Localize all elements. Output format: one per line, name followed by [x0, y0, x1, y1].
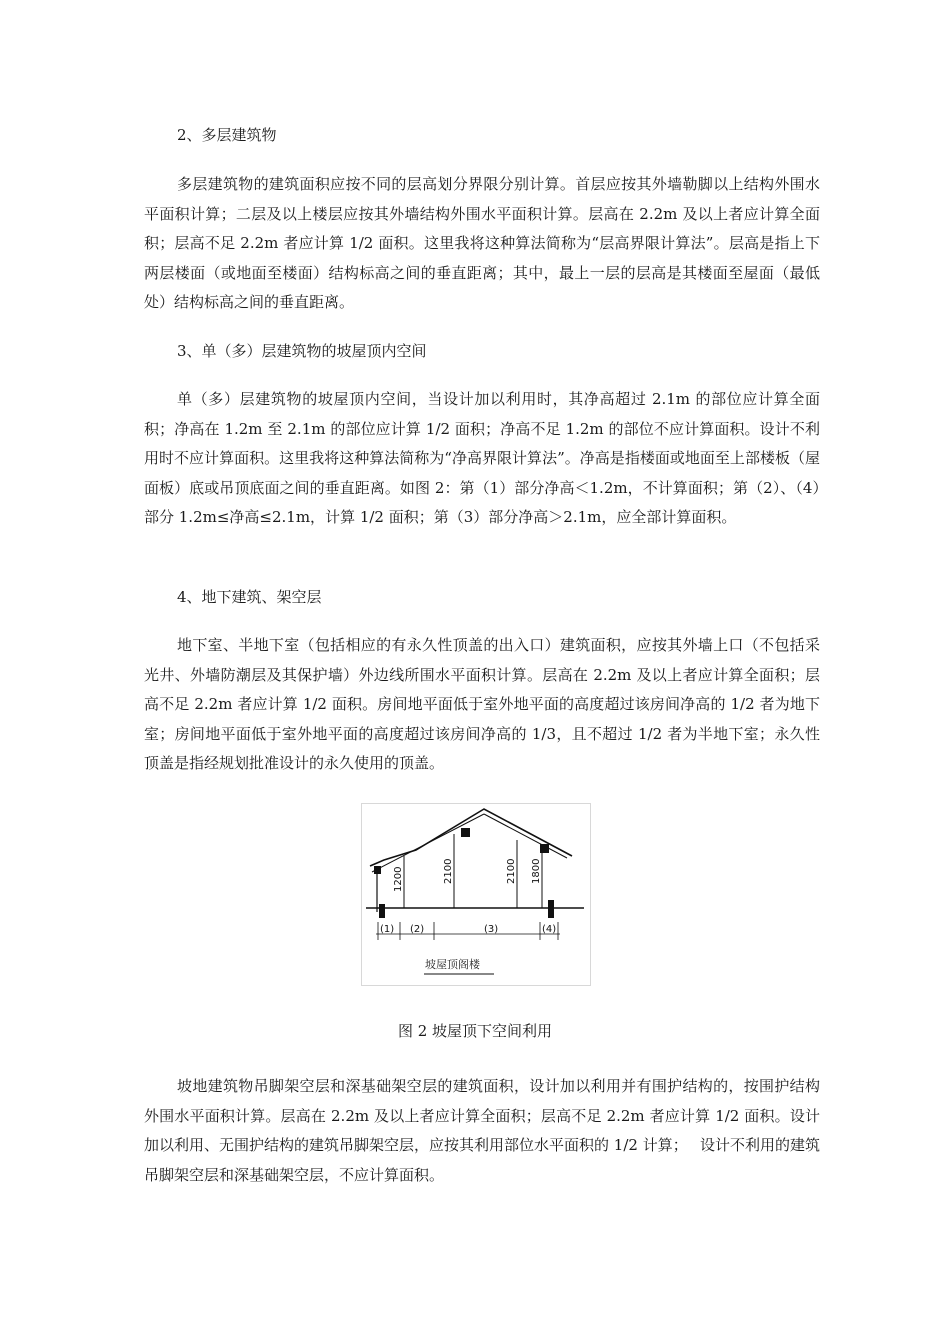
paragraph-stilt-floor: 坡地建筑物吊脚架空层和深基础架空层的建筑面积，设计加以利用并有围护结构的，按围护结构外围水平面积计算。层高在 2.2m 及以上者应计算全面积；层高不足 2.2m 者应计算 1/2 面积。设计加以利用、无围护结构的建筑吊脚架空层，应按其利用部位水平面积的 1/2 计算； 设计不利用的建筑吊脚架空层和深基础架空层，不应计算面积。: [144, 1077, 820, 1184]
section-heading-sloped-roof: 3、单（多）层建筑物的坡屋顶内空间: [177, 342, 427, 360]
figure-caption: 图 2 坡屋顶下空间利用: [397, 1022, 553, 1040]
paragraph-underground: 地下室、半地下室（包括相应的有永久性顶盖的出入口）建筑面积，应按其外墙上口（不包括采光井、外墙防潮层及其保护墙）外边线所围水平面积计算。层高在 2.2m 及以上者应计算全面积；层高不足 2.2m 者应计算 1/2 面积。房间地平面低于室外地平面的高度超过该房间净高的 1/2 者为地下室；房间地平面低于室外地平面的高度超过该房间净高的 1/3，且不超过 1/2 者为半地下室；永久性顶盖是指经规划批准设计的永久使用的顶盖。: [144, 636, 820, 772]
dimension-label: 1200: [393, 866, 404, 892]
section-heading-multistory: 2、多层建筑物: [177, 126, 277, 144]
paragraph-sloped-roof: 单（多）层建筑物的坡屋顶内空间，当设计加以利用时，其净高超过 2.1m 的部位应计算全面积；净高在 1.2m 至 2.1m 的部位应计算 1/2 面积；净高不足 1.2m 的部位不应计算面积。设计不利用时不应计算面积。这里我将这种算法简称为“净高界限计算法”。净高是指楼面或地面至上部楼板（屋面板）底或吊顶底面之间的垂直距离。如图 2：第（1）部分净高＜1.2m，不计算面积；第（2）、（4）部分 1.2m≤净高≤2.1m，计算 1/2 面积；第（3）部分净高＞2.1m，应全部计算面积。: [144, 390, 820, 526]
dimension-label: 2100: [506, 858, 517, 884]
section-heading-underground: 4、地下建筑、架空层: [177, 588, 322, 606]
zone-label: (2): [410, 924, 425, 935]
paragraph-multistory: 多层建筑物的建筑面积应按不同的层高划分界限分别计算。首层应按其外墙勒脚以上结构外围水平面积计算；二层及以上楼层应按其外墙结构外围水平面积计算。层高在 2.2m 及以上者应计算全面积；层高不足 2.2m 者应计算 1/2 面积。这里我将这种算法简称为“层高界限计算法”。层高是指上下两层楼面（或地面至楼面）结构标高之间的垂直距离；其中，最上一层的层高是其楼面至屋面（最低处）结构标高之间的垂直距离。: [144, 175, 820, 311]
sloped-roof-diagram: [361, 803, 591, 986]
diagram-inset-label: 坡屋顶阁楼: [425, 958, 480, 971]
dimension-label: 1800: [531, 858, 542, 884]
dimension-label: 2100: [443, 858, 454, 884]
zone-label: (4): [542, 924, 557, 935]
zone-label: (1): [380, 924, 395, 935]
zone-label: (3): [484, 924, 499, 935]
